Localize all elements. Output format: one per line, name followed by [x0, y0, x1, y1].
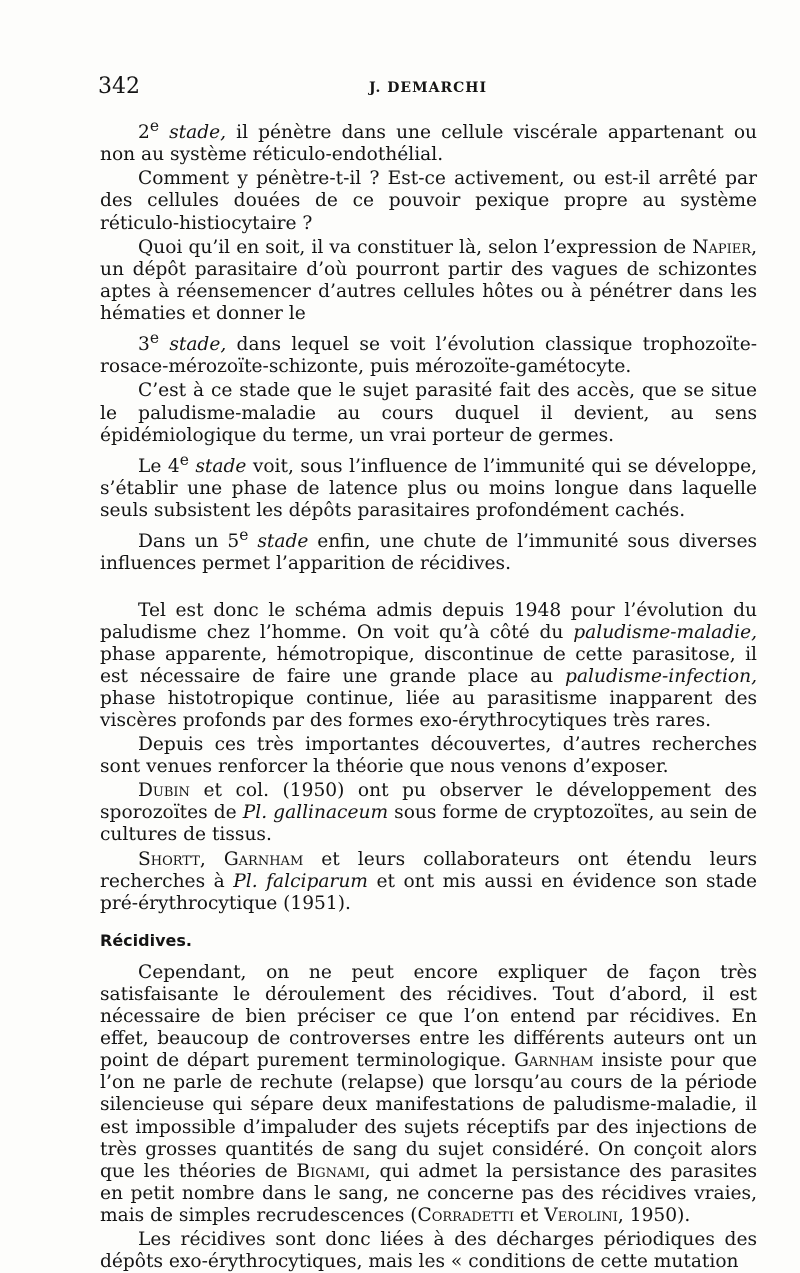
- paragraph-text: un dépôt parasitaire d’où pourront partir des vagues de schizontes aptes à réensemencer d’autres cellules hôtes ou à pénétrer dans les hématies et donner le: [100, 258, 757, 324]
- author-name: Dubin: [138, 780, 190, 802]
- paragraph-text: Comment y pénètre-t-il ? Est-ce activement, ou est-il arrêté par des cellules douées de ce pouvoir pexique propre au système réticulo-histiocytaire ?: [100, 168, 757, 234]
- author-name: Napier,: [692, 236, 757, 258]
- paragraph-shortt: [100, 849, 757, 915]
- paragraph-recidives: [100, 962, 757, 1227]
- stade-label: stade: [248, 531, 309, 553]
- paragraph-text: Cependant, on ne peut encore expliquer de façon très satisfaisante le déroulement des récidives. Tout d’abord, il est nécessaire de bien préciser ce que l’on entend par récidives. En effet, beaucoup de controverses entre les différents auteurs ont un point de départ purement terminologique.: [100, 961, 757, 1072]
- paragraph-text: insiste pour que l’on ne parle de rechute (relapse) que lorsqu’au cours de la période silencieuse qui sépare deux manifestations de paludisme-maladie, il est impossible d’impaluder des sujets réceptifs par des injections de très grosses quantités de sang du sujet considéré. On conçoit alors que les théories de: [100, 1050, 757, 1182]
- paragraph-napier: [100, 237, 757, 325]
- paragraph-text: enfin, une chute de l’immunité sous diverses influences permet l’apparition de récidives.: [100, 531, 757, 575]
- paragraph-text: C’est à ce stade que le sujet parasité fait des accès, que se situe le paludisme-maladie au cours duquel il devient, au sens épidémiologique du terme, un vrai porteur de germes.: [100, 380, 757, 446]
- section-heading: Récidives.: [100, 930, 192, 950]
- paragraph-text: phase apparente, hémotropique, discontinue de cette parasitose, il est nécessaire de faire une grande place au: [100, 643, 757, 687]
- paragraph-text: Dans un: [138, 531, 228, 553]
- paragraph-text: Le: [138, 455, 168, 477]
- author-name: Shortt,: [138, 848, 206, 870]
- author-name: Garnham: [514, 1050, 594, 1072]
- page-body: [100, 115, 757, 1273]
- paragraph-text: et ont mis aussi en évidence son stade pré-érythrocytique (1951).: [100, 870, 757, 914]
- author-name: Verolini,: [544, 1204, 624, 1226]
- paragraph-text: et leurs collaborateurs ont étendu leurs recherches à: [100, 848, 757, 892]
- ordinal-suffix: e: [179, 450, 189, 469]
- author-name: Corradetti: [417, 1204, 514, 1226]
- page-number: 342: [98, 74, 140, 99]
- paragraph-text: Tel est donc le schéma admis depuis 1948 pour l’évolution du paludisme chez l’homme. On voit qu’à côté du: [100, 599, 757, 643]
- stade-number: 2: [138, 122, 150, 144]
- paragraph-text: Les récidives sont donc liées à des décharges périodiques des dépôts exo-érythrocytiques, mais les « conditions de cette mutation: [100, 1228, 757, 1273]
- species-name: Pl. gallinaceum: [242, 802, 389, 824]
- paragraph-text: il pénètre dans une cellule viscérale appartenant ou non au système réticulo-endothélial.: [100, 122, 757, 166]
- stade-label: stade,: [159, 122, 227, 144]
- paragraph-decharges: [100, 1229, 757, 1273]
- ordinal-suffix: e: [149, 329, 160, 348]
- author-name: Bignami,: [296, 1160, 371, 1182]
- stade-label: stade: [188, 455, 247, 477]
- paragraph-text: et col. (1950) ont pu observer le développement des sporozoïtes de: [100, 780, 757, 824]
- stade-number: 3: [138, 334, 150, 356]
- paragraph-text: et: [513, 1204, 545, 1226]
- paragraph-acces: [100, 380, 757, 446]
- paragraph-question: [100, 168, 757, 234]
- paragraph-stade-3: [100, 327, 757, 378]
- species-name: Pl. falciparum: [233, 870, 368, 892]
- stade-label: stade,: [159, 334, 227, 356]
- stade-number: 5: [227, 531, 240, 553]
- running-head: J. DEMARCHI: [368, 80, 487, 96]
- paragraph-text: sous forme de cryptozoïtes, au sein de cultures de tissus.: [100, 802, 758, 846]
- page-header: [98, 70, 758, 106]
- paragraph-text: dans lequel se voit l’évolution classique trophozoïte-rosace-mérozoïte-schizonte, puis mérozoïte-gamétocyte.: [100, 334, 757, 378]
- paragraph-stade-5: [100, 524, 757, 575]
- paragraph-stade-4: [100, 449, 757, 522]
- section-spacer: [100, 576, 757, 600]
- emphasis-term: paludisme-infection,: [565, 665, 757, 687]
- emphasis-term: paludisme-maladie,: [573, 621, 757, 643]
- paragraph-text: Quoi qu’il en soit, il va constituer là, selon l’expression de: [138, 236, 693, 258]
- author-name: Garnham: [223, 848, 304, 870]
- paragraph-text: 1950).: [623, 1204, 691, 1226]
- paragraph-dubin: [100, 780, 757, 846]
- stade-number: 4: [167, 455, 180, 477]
- paragraph-stade-2: [100, 115, 757, 166]
- paragraph-text: voit, sous l’influence de l’immunité qui se développe, s’établir une phase de latence plus ou moins longue dans laquelle seuls subsistent les dépôts parasitaires profondément cachés.: [100, 455, 758, 522]
- ordinal-suffix: e: [149, 117, 160, 135]
- paragraph-text: phase histotropique continue, liée au parasitisme inapparent des viscères profonds par des formes exo-érythrocytiques très rares.: [100, 687, 757, 731]
- paragraph-schema: [100, 600, 757, 733]
- paragraph-text: Depuis ces très importantes découvertes, d’autres recherches sont venues renforcer la théorie que nous venons d’exposer.: [100, 734, 757, 778]
- paragraph-decouvertes: [100, 734, 757, 778]
- paragraph-text: qui admet la persistance des parasites en petit nombre dans le sang, ne concerne pas des récidives vraies, mais de simples recrudescences (: [100, 1160, 757, 1226]
- ordinal-suffix: e: [239, 526, 249, 545]
